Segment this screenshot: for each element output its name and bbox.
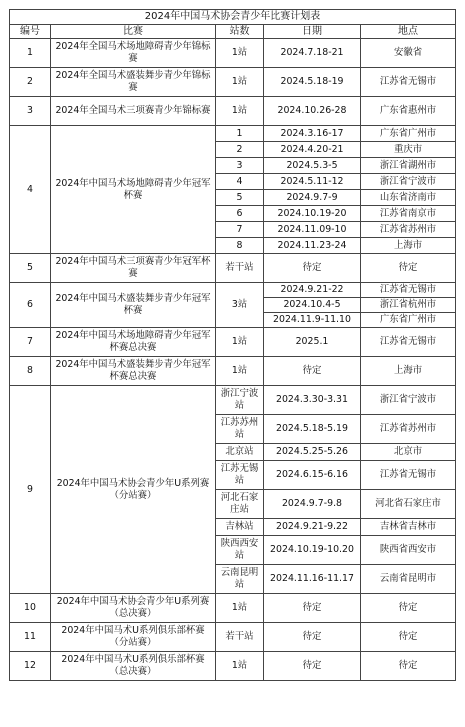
location-cell: 山东省济南市 [361,190,456,206]
header-row [10,25,456,39]
location-cell: 江苏省南京市 [361,206,456,222]
stage-cell: 4 [216,174,264,190]
title-row [10,10,456,25]
row-number: 4 [10,126,51,254]
stage-cell: 5 [216,190,264,206]
stage-cell: 若干站 [216,623,264,652]
schedule-document [9,9,456,681]
event-name: 2024年中国马术协会青少年U系列赛（总决赛） [51,594,216,623]
stage-cell: 1站 [216,68,264,97]
table-row [10,254,456,283]
date-cell: 2024.3.30-3.31 [264,386,361,415]
header-number: 编号 [10,25,51,39]
date-cell: 2024.4.20-21 [264,142,361,158]
location-cell: 江苏省苏州市 [361,222,456,238]
stage-count: 3站 [216,283,264,328]
stage-cell: 北京站 [216,444,264,461]
date-cell: 2025.1 [264,328,361,357]
table-row [10,68,456,97]
table-row [10,386,456,415]
stage-cell: 7 [216,222,264,238]
stage-cell: 3 [216,158,264,174]
date-cell: 2024.3.16-17 [264,126,361,142]
row-number: 10 [10,594,51,623]
event-name: 2024年中国马术场地障碍青少年冠军杯赛 [51,126,216,254]
row-number: 1 [10,39,51,68]
location-cell: 浙江省湖州市 [361,158,456,174]
location-cell: 北京市 [361,444,456,461]
date-cell: 2024.5.3-5 [264,158,361,174]
location-cell: 浙江省宁波市 [361,174,456,190]
location-cell: 待定 [361,594,456,623]
table-row [10,283,456,298]
location-cell: 待定 [361,652,456,681]
stage-cell: 河北石家庄站 [216,490,264,519]
event-name: 2024年中国马术盛装舞步青少年冠军杯赛 [51,283,216,328]
stage-cell: 陕西西安站 [216,536,264,565]
competition-schedule-table [9,9,456,681]
location-cell: 吉林省吉林市 [361,519,456,536]
date-cell: 待定 [264,254,361,283]
date-cell: 2024.11.09-10 [264,222,361,238]
date-cell: 2024.11.16-11.17 [264,565,361,594]
date-cell: 2024.5.25-5.26 [264,444,361,461]
stage-cell: 6 [216,206,264,222]
date-cell: 2024.5.18-5.19 [264,415,361,444]
table-title: 2024年中国马术协会青少年比赛计划表 [10,10,456,25]
location-cell: 云南省昆明市 [361,565,456,594]
event-name: 2024年中国马术场地障碍青少年冠军杯赛总决赛 [51,328,216,357]
stage-cell: 1站 [216,97,264,126]
row-number: 5 [10,254,51,283]
location-cell: 上海市 [361,238,456,254]
table-row [10,623,456,652]
event-name: 2024年全国马术场地障碍青少年锦标赛 [51,39,216,68]
stage-cell: 8 [216,238,264,254]
stage-cell: 2 [216,142,264,158]
table-row [10,126,456,142]
row-number: 7 [10,328,51,357]
location-cell: 江苏省无锡市 [361,68,456,97]
event-name: 2024年全国马术三项赛青少年锦标赛 [51,97,216,126]
location-cell: 广东省广州市 [361,313,456,328]
row-number: 3 [10,97,51,126]
stage-cell: 云南昆明站 [216,565,264,594]
table-row [10,594,456,623]
location-cell: 河北省石家庄市 [361,490,456,519]
table-row [10,328,456,357]
stage-cell: 1 [216,126,264,142]
stage-cell: 1站 [216,357,264,386]
event-name: 2024年中国马术U系列俱乐部杯赛（分站赛） [51,623,216,652]
stage-cell: 1站 [216,594,264,623]
location-cell: 重庆市 [361,142,456,158]
stage-cell: 江苏苏州站 [216,415,264,444]
event-name: 2024年中国马术盛装舞步青少年冠军杯赛总决赛 [51,357,216,386]
stage-cell: 1站 [216,652,264,681]
table-row [10,39,456,68]
row-number: 2 [10,68,51,97]
table-row [10,357,456,386]
stage-cell: 浙江宁波站 [216,386,264,415]
row-number: 12 [10,652,51,681]
location-cell: 江苏省无锡市 [361,328,456,357]
location-cell: 广东省惠州市 [361,97,456,126]
date-cell: 待定 [264,652,361,681]
header-date: 日期 [264,25,361,39]
date-cell: 2024.10.4-5 [264,298,361,313]
row-number: 11 [10,623,51,652]
row-number: 8 [10,357,51,386]
date-cell: 2024.7.18-21 [264,39,361,68]
stage-cell: 若干站 [216,254,264,283]
date-cell: 2024.9.21-9.22 [264,519,361,536]
date-cell: 2024.11.9-11.10 [264,313,361,328]
location-cell: 浙江省宁波市 [361,386,456,415]
date-cell: 2024.9.7-9.8 [264,490,361,519]
header-location: 地点 [361,25,456,39]
location-cell: 陕西省西安市 [361,536,456,565]
location-cell: 浙江省杭州市 [361,298,456,313]
location-cell: 江苏省无锡市 [361,461,456,490]
location-cell: 广东省广州市 [361,126,456,142]
header-stages: 站数 [216,25,264,39]
date-cell: 2024.10.26-28 [264,97,361,126]
date-cell: 2024.5.18-19 [264,68,361,97]
date-cell: 2024.10.19-10.20 [264,536,361,565]
location-cell: 安徽省 [361,39,456,68]
location-cell: 江苏省无锡市 [361,283,456,298]
header-event: 比赛 [51,25,216,39]
date-cell: 2024.5.11-12 [264,174,361,190]
date-cell: 2024.6.15-6.16 [264,461,361,490]
event-name: 2024年中国马术U系列俱乐部杯赛（总决赛） [51,652,216,681]
event-name: 2024年中国马术协会青少年U系列赛（分站赛） [51,386,216,594]
location-cell: 待定 [361,623,456,652]
event-name: 2024年中国马术三项赛青少年冠军杯赛 [51,254,216,283]
location-cell: 江苏省苏州市 [361,415,456,444]
date-cell: 2024.9.7-9 [264,190,361,206]
row-number: 9 [10,386,51,594]
date-cell: 待定 [264,594,361,623]
stage-cell: 吉林站 [216,519,264,536]
table-row [10,652,456,681]
table-row [10,97,456,126]
location-cell: 上海市 [361,357,456,386]
date-cell: 2024.10.19-20 [264,206,361,222]
stage-cell: 江苏无锡站 [216,461,264,490]
location-cell: 待定 [361,254,456,283]
date-cell: 2024.9.21-22 [264,283,361,298]
date-cell: 待定 [264,623,361,652]
row-number: 6 [10,283,51,328]
date-cell: 待定 [264,357,361,386]
date-cell: 2024.11.23-24 [264,238,361,254]
stage-cell: 1站 [216,39,264,68]
event-name: 2024年全国马术盛装舞步青少年锦标赛 [51,68,216,97]
stage-cell: 1站 [216,328,264,357]
